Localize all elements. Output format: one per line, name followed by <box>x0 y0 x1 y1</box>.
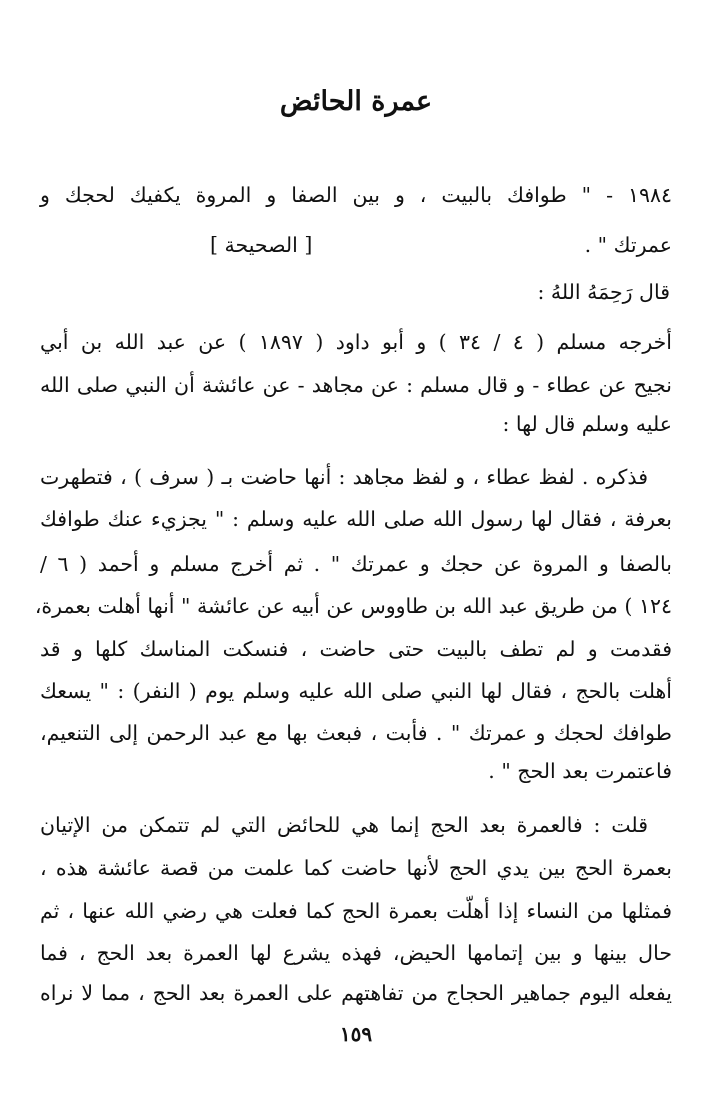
paragraph-1-line: عليه وسلم قال لها : <box>502 412 672 436</box>
paragraph-2-line: فذكره . لفظ عطاء ، و لفظ مجاهد : أنها حاضت بـ ( سرف ) ، فتطهرت <box>40 465 648 489</box>
paragraph-3-line: بعمرة الحج بين يدي الحج لأنها حاضت كما علمت من قصة عائشة هذه ، <box>40 856 672 880</box>
page-number: ١٥٩ <box>339 1022 373 1046</box>
hadith-grade: [ الصحيحة ] <box>210 233 313 257</box>
paragraph-2-line: ١٢٤ ) من طريق عبد الله بن طاووس عن أبيه عن عائشة " أنها أهلت بعمرة، <box>34 594 672 618</box>
author-says: قال رَحِمَهُ اللهُ : <box>537 280 670 304</box>
paragraph-2-line: فقدمت و لم تطف بالبيت حتى حاضت ، فنسكت المناسك كلها و قد <box>40 637 672 661</box>
paragraph-3-line: يفعله اليوم جماهير الحجاج من تفاهتهم على العمرة بعد الحج ، مما لا نراه <box>40 981 672 1005</box>
paragraph-1-line: أخرجه مسلم ( ٤ / ٣٤ ) و أبو داود ( ١٨٩٧ ) عن عبد الله بن أبي <box>40 330 672 354</box>
paragraph-3-line: قلت : فالعمرة بعد الحج إنما هي للحائض التي لم تتمكن من الإتيان <box>40 813 648 837</box>
paragraph-1-line: نجيح عن عطاء - و قال مسلم : عن مجاهد - عن عائشة أن النبي صلى الله <box>40 373 672 397</box>
paragraph-2-line: فاعتمرت بعد الحج " . <box>488 759 672 783</box>
paragraph-3-line: فمثلها من النساء إذا أهلّت بعمرة الحج كما فعلت هي رضي الله عنها ، ثم <box>40 899 672 923</box>
paragraph-2-line: بالصفا و المروة عن حجك و عمرتك " . ثم أخرج مسلم و أحمد ( ٦ / <box>40 552 672 576</box>
paragraph-3-line: حال بينها و بين إتمامها الحيض، فهذه يشرع لها العمرة بعد الحج ، فما <box>40 941 672 965</box>
page-title: عمرة الحائض <box>279 86 433 117</box>
paragraph-2-line: طوافك لحجك و عمرتك " . فأبت ، فبعث بها مع عبد الرحمن إلى التنعيم، <box>40 721 672 745</box>
hadith-line-1: ١٩٨٤ - " طوافك بالبيت ، و بين الصفا و المروة يكفيك لحجك و <box>40 183 672 207</box>
paragraph-2-line: بعرفة ، فقال لها رسول الله صلى الله عليه وسلم : " يجزيء عنك طوافك <box>40 507 672 531</box>
paragraph-2-line: أهلت بالحج ، فقال لها النبي صلى الله عليه وسلم يوم ( النفر) : " يسعك <box>40 679 672 703</box>
hadith-line-2: عمرتك " . <box>584 233 672 257</box>
